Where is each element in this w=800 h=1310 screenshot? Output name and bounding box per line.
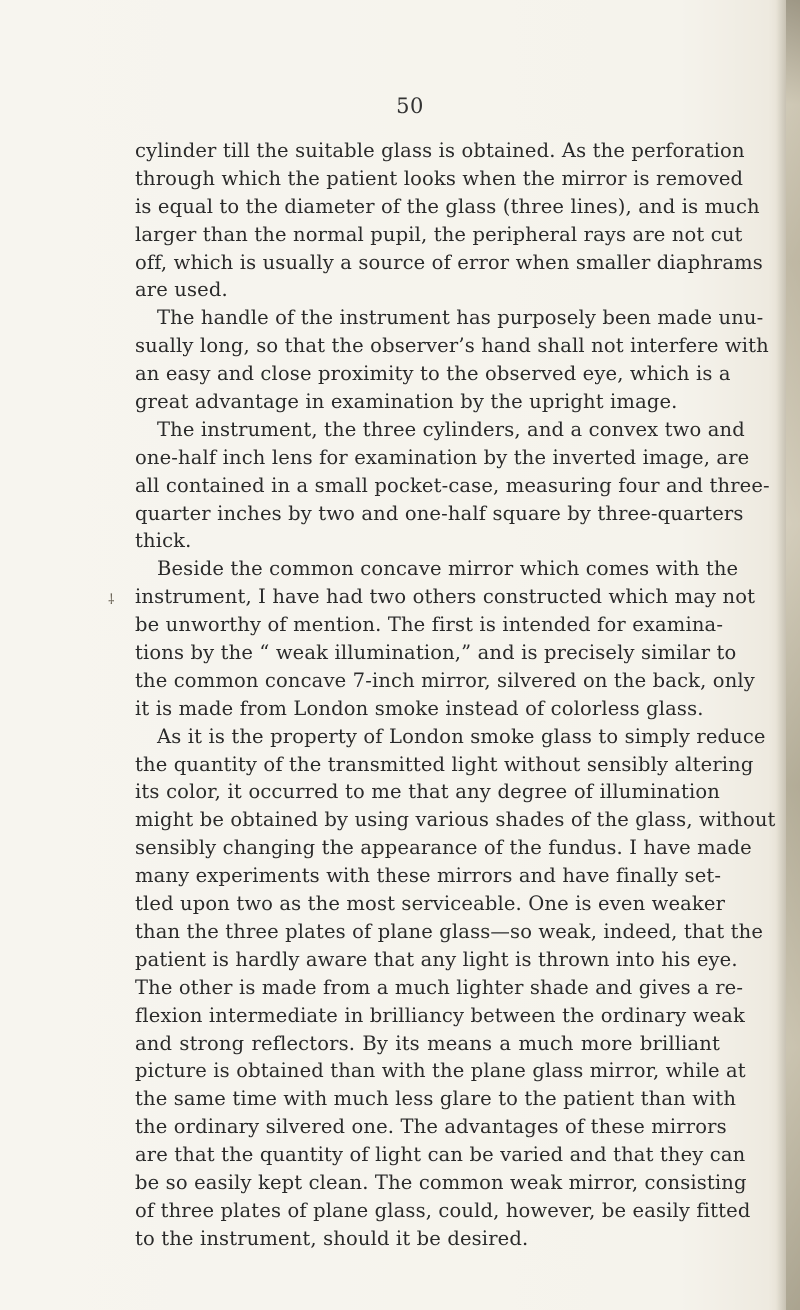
text-line: thick. <box>135 529 192 553</box>
text-line: Beside the common concave mirror which comes with the <box>157 557 739 581</box>
text-line: to the instrument, should it be desired. <box>135 1226 529 1250</box>
text-line: sually long, so that the observer’s hand shall not interfere with <box>135 334 769 358</box>
text-line: are that the quantity of light can be varied and that they can <box>135 1143 746 1167</box>
page-edge <box>786 0 800 1310</box>
text-line: the same time with much less glare to the patient than with <box>135 1087 737 1111</box>
text-line: be so easily kept clean. The common weak mirror, consisting <box>135 1170 747 1194</box>
text-line: all contained in a small pocket-case, measuring four and three- <box>135 473 770 497</box>
text-line: an easy and close proximity to the observed eye, which is a <box>135 362 731 386</box>
text-line: many experiments with these mirrors and have finally set- <box>135 864 722 888</box>
page-edge-shadow <box>776 0 786 1310</box>
body-text <box>135 137 776 1253</box>
text-line: are used. <box>135 278 228 302</box>
page-number: 50 <box>396 94 424 118</box>
text-line: is equal to the diameter of the glass (three lines), and is much <box>135 194 760 218</box>
text-line: quarter inches by two and one-half square by three-quarters <box>135 501 744 525</box>
text-line: of three plates of plane glass, could, however, be easily fitted <box>135 1198 751 1222</box>
text-line: As it is the property of London smoke glass to simply reduce <box>157 724 766 748</box>
text-line: instrument, I have had two others constructed which may not <box>135 585 756 609</box>
text-line: might be obtained by using various shades of the glass, without <box>135 808 776 832</box>
text-line: The handle of the instrument has purposely been made unu- <box>157 306 764 330</box>
text-line: through which the patient looks when the mirror is removed <box>135 166 744 190</box>
text-line: flexion intermediate in brilliancy between the ordinary weak <box>135 1003 745 1027</box>
text-line: be unworthy of mention. The first is intended for examina- <box>135 613 724 637</box>
text-line: The other is made from a much lighter shade and gives a re- <box>135 975 744 999</box>
text-line: The instrument, the three cylinders, and a convex two and <box>157 417 745 441</box>
text-line: sensibly changing the appearance of the fundus. I have made <box>135 836 752 860</box>
text-line: off, which is usually a source of error when smaller diaphrams <box>135 250 763 274</box>
text-line: tled upon two as the most serviceable. One is even weaker <box>135 892 726 916</box>
text-line: the quantity of the transmitted light without sensibly altering <box>135 752 754 776</box>
text-line: the ordinary silvered one. The advantages of these mirrors <box>135 1115 727 1139</box>
text-line: tions by the “ weak illumination,” and is precisely similar to <box>135 641 737 665</box>
text-line: picture is obtained than with the plane glass mirror, while at <box>135 1059 746 1083</box>
text-line: it is made from London smoke instead of colorless glass. <box>135 696 704 720</box>
text-line: great advantage in examination by the upright image. <box>135 390 678 414</box>
text-line: one-half inch lens for examination by the inverted image, are <box>135 445 750 469</box>
text-line: the common concave 7-inch mirror, silvered on the back, only <box>135 668 755 692</box>
text-line: larger than the normal pupil, the peripheral rays are not cut <box>135 222 743 246</box>
margin-mark: ⸸ <box>108 592 115 608</box>
text-line: and strong reflectors. By its means a much more brilliant <box>135 1031 720 1055</box>
text-line: cylinder till the suitable glass is obtained. As the perforation <box>135 139 745 162</box>
text-line: its color, it occurred to me that any degree of illumination <box>135 780 720 804</box>
text-line: than the three plates of plane glass—so weak, indeed, that the <box>135 919 764 943</box>
text-line: patient is hardly aware that any light is thrown into his eye. <box>135 947 738 971</box>
